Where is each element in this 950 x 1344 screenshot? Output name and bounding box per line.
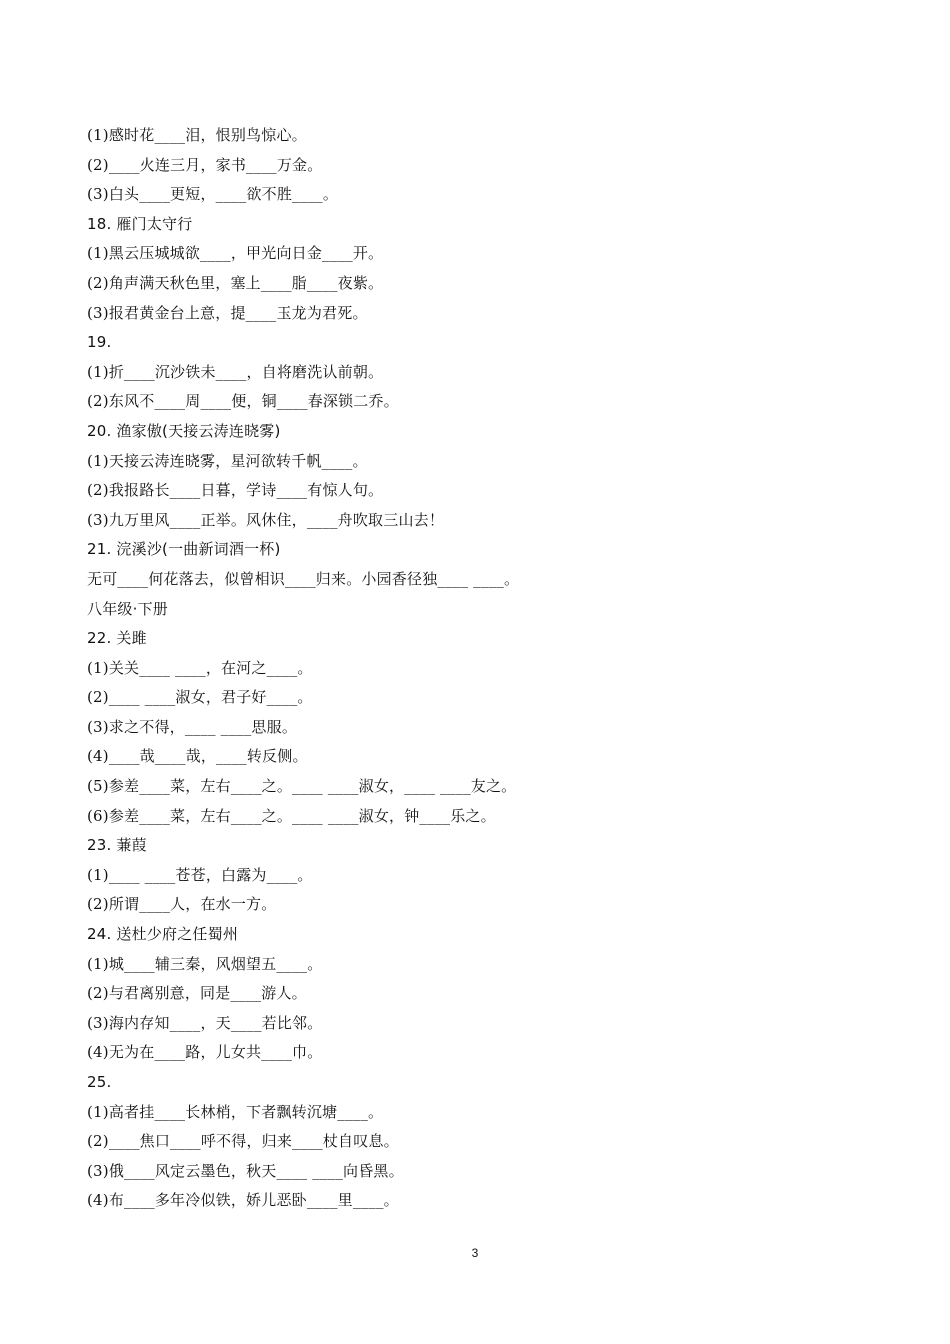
poem-line: (2)所谓____人，在水一方。 bbox=[87, 895, 277, 914]
poem-line: (1)高者挂____长林梢，下者飘转沉塘____。 bbox=[87, 1102, 384, 1121]
poem-line: (2)____焦口____呼不得，归来____杖自叹息。 bbox=[87, 1132, 399, 1151]
poem-line: (3)九万里风____正举。风休住，____舟吹取三山去！ bbox=[87, 510, 445, 529]
grade-heading: 八年级·下册 bbox=[87, 599, 168, 618]
poem-line: (2)东风不____周____便，铜____春深锁二乔。 bbox=[87, 392, 399, 411]
document-body bbox=[87, 121, 867, 1216]
poem-line: (1)感时花____泪，恨别鸟惊心。 bbox=[87, 126, 307, 144]
poem-line: (4)____哉____哉，____转反侧。 bbox=[87, 747, 308, 766]
section-heading: 22. 关雎 bbox=[87, 629, 147, 648]
poem-line: (4)无为在____路，儿女共____巾。 bbox=[87, 1043, 323, 1062]
poem-line: (4)布____多年冷似铁，娇儿恶卧____里____。 bbox=[87, 1191, 399, 1210]
poem-line: (5)参差____菜，左右____之。____ ____淑女，____ ____友之。 bbox=[87, 777, 517, 796]
poem-line: (2)我报路长____日暮，学诗____有惊人句。 bbox=[87, 481, 384, 500]
poem-line: (1)天接云涛连晓雾，星河欲转千帆____。 bbox=[87, 451, 368, 470]
page-number: 3 bbox=[471, 1246, 479, 1260]
section-heading: 21. 浣溪沙(一曲新词酒一杯) bbox=[87, 540, 281, 559]
poem-line: (3)海内存知____，天____若比邻。 bbox=[87, 1013, 323, 1032]
poem-line: (2)与君离别意，同是____游人。 bbox=[87, 984, 307, 1003]
section-heading: 19. bbox=[87, 333, 112, 352]
poem-line: (3)白头____更短，____欲不胜____。 bbox=[87, 185, 339, 204]
poem-line: (1)____ ____苍苍，白露为____。 bbox=[87, 865, 313, 884]
section-heading: 18. 雁门太守行 bbox=[87, 214, 193, 233]
poem-line: (2)____火连三月，家书____万金。 bbox=[87, 155, 323, 174]
poem-line: (1)城____辅三秦，风烟望五____。 bbox=[87, 954, 323, 973]
poem-line: (1)黑云压城城欲____，甲光向日金____开。 bbox=[87, 244, 384, 263]
poem-line: (2)角声满天秋色里，塞上____脂____夜紫。 bbox=[87, 273, 384, 292]
poem-line: (3)报君黄金台上意，提____玉龙为君死。 bbox=[87, 303, 368, 322]
section-heading: 25. bbox=[87, 1073, 112, 1091]
section-heading: 24. 送杜少府之任蜀州 bbox=[87, 925, 239, 944]
poem-line: (3)求之不得，____ ____思服。 bbox=[87, 717, 298, 736]
section-heading: 20. 渔家傲(天接云涛连晓雾) bbox=[87, 421, 281, 440]
poem-line: (1)折____沉沙铁未____，自将磨洗认前朝。 bbox=[87, 362, 384, 381]
poem-line: (1)关关____ ____，在河之____。 bbox=[87, 658, 313, 677]
poem-line: (6)参差____菜，左右____之。____ ____淑女，钟____乐之。 bbox=[87, 806, 496, 825]
section-heading: 23. 蒹葭 bbox=[87, 836, 147, 855]
poem-line: (3)俄____风定云墨色，秋天____ ____向昏黑。 bbox=[87, 1161, 404, 1180]
poem-line: 无可____何花落去，似曾相识____归来。小园香径独____ ____。 bbox=[87, 569, 520, 588]
poem-line: (2)____ ____淑女，君子好____。 bbox=[87, 688, 313, 707]
